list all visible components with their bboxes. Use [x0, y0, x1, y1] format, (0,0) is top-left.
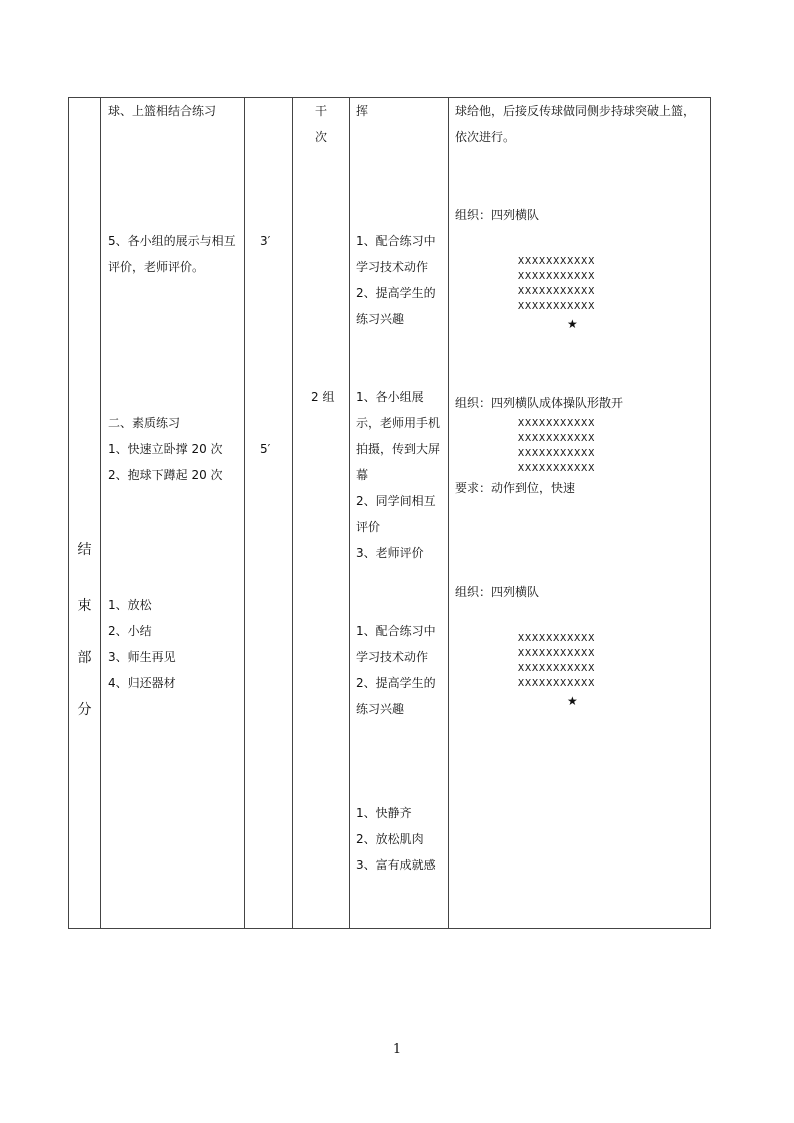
- org-label: 组织：四列横队成体操队形散开: [455, 396, 624, 410]
- content-block: [108, 410, 223, 488]
- count-line: 次: [314, 130, 327, 144]
- section-label-char: 部: [77, 650, 92, 666]
- teacher-block: [356, 618, 436, 722]
- content-line: 二、素质练习: [108, 416, 181, 430]
- teacher-line: 3、富有成就感: [356, 858, 436, 872]
- section-label-char: 结: [77, 542, 92, 558]
- content-line: 1、放松: [108, 598, 152, 612]
- lesson-plan-table: [68, 97, 711, 929]
- content-line: 4、归还器材: [108, 676, 176, 690]
- teacher-line: 2、提高学生的: [356, 676, 436, 690]
- teacher-line: 2、同学间相互: [356, 494, 436, 508]
- teacher-line: 1、快静齐: [356, 806, 412, 820]
- content-line: 2、抱球下蹲起 20 次: [108, 468, 223, 482]
- content-block: [108, 98, 216, 124]
- formation-row: XXXXXXXXXXX: [518, 271, 596, 282]
- formation-row: XXXXXXXXXXX: [518, 286, 596, 297]
- teacher-block: [356, 800, 436, 878]
- column-divider: [100, 98, 101, 928]
- org-intro: [455, 98, 695, 150]
- teacher-line: 2、提高学生的: [356, 286, 436, 300]
- student-formation: [518, 631, 595, 691]
- teacher-line: 1、配合练习中: [356, 234, 436, 248]
- content-line: 2、小结: [108, 624, 152, 638]
- time-value: 3′: [260, 234, 271, 248]
- formation-row: XXXXXXXXXXX: [518, 418, 596, 429]
- teacher-line: 评价: [356, 520, 381, 534]
- org-label: 组织：四列横队: [455, 208, 540, 222]
- formation-row: XXXXXXXXXXX: [518, 663, 596, 674]
- teacher-star-icon: ★: [567, 694, 578, 708]
- org-label: 组织：四列横队: [455, 585, 540, 599]
- time-value: 5′: [260, 442, 271, 456]
- formation-row: XXXXXXXXXXX: [518, 678, 596, 689]
- content-line: 评价，老师评价。: [108, 260, 205, 274]
- teacher-line: 拍摄，传到大屏: [356, 442, 441, 456]
- formation-row: XXXXXXXXXXX: [518, 648, 596, 659]
- teacher-line: 练习兴趣: [356, 312, 405, 326]
- section-label-char: 束: [77, 598, 92, 614]
- content-block: [108, 592, 176, 696]
- formation-row: XXXXXXXXXXX: [518, 301, 596, 312]
- count-block: [309, 98, 333, 150]
- org-line: 依次进行。: [455, 130, 516, 144]
- teacher-block: [356, 384, 440, 566]
- teacher-block: [356, 228, 436, 332]
- section-label-char: 分: [77, 702, 92, 718]
- count-value: 2 组: [311, 390, 335, 404]
- teacher-line: 示，老师用手机: [356, 416, 441, 430]
- column-divider: [244, 98, 245, 928]
- teacher-block: [356, 98, 368, 124]
- content-line: 5、各小组的展示与相互: [108, 234, 236, 248]
- teacher-line: 2、放松肌肉: [356, 832, 424, 846]
- formation-row: XXXXXXXXXXX: [518, 633, 596, 644]
- teacher-line: 1、配合练习中: [356, 624, 436, 638]
- student-formation: [518, 416, 595, 476]
- org-requirement: 要求：动作到位，快速: [455, 481, 576, 495]
- content-block: [108, 228, 236, 280]
- student-formation: [518, 254, 595, 314]
- content-line: 球、上篮相结合练习: [108, 104, 217, 118]
- content-line: 1、快速立卧撑 20 次: [108, 442, 223, 456]
- teacher-line: 幕: [356, 468, 369, 482]
- org-line: 球给他，后接反传球做同侧步持球突破上篮，: [455, 104, 696, 118]
- teacher-line: 3、老师评价: [356, 546, 424, 560]
- formation-row: XXXXXXXXXXX: [518, 448, 596, 459]
- column-divider: [292, 98, 293, 928]
- page-number: 1: [392, 1042, 402, 1057]
- content-line: 3、师生再见: [108, 650, 176, 664]
- teacher-line: 挥: [356, 104, 369, 118]
- column-divider: [349, 98, 350, 928]
- count-line: 干: [314, 104, 327, 118]
- teacher-line: 练习兴趣: [356, 702, 405, 716]
- teacher-line: 1、各小组展: [356, 390, 424, 404]
- formation-row: XXXXXXXXXXX: [518, 256, 596, 267]
- teacher-line: 学习技术动作: [356, 650, 429, 664]
- formation-row: XXXXXXXXXXX: [518, 433, 596, 444]
- teacher-line: 学习技术动作: [356, 260, 429, 274]
- column-divider: [448, 98, 449, 928]
- teacher-star-icon: ★: [567, 317, 578, 331]
- formation-row: XXXXXXXXXXX: [518, 463, 596, 474]
